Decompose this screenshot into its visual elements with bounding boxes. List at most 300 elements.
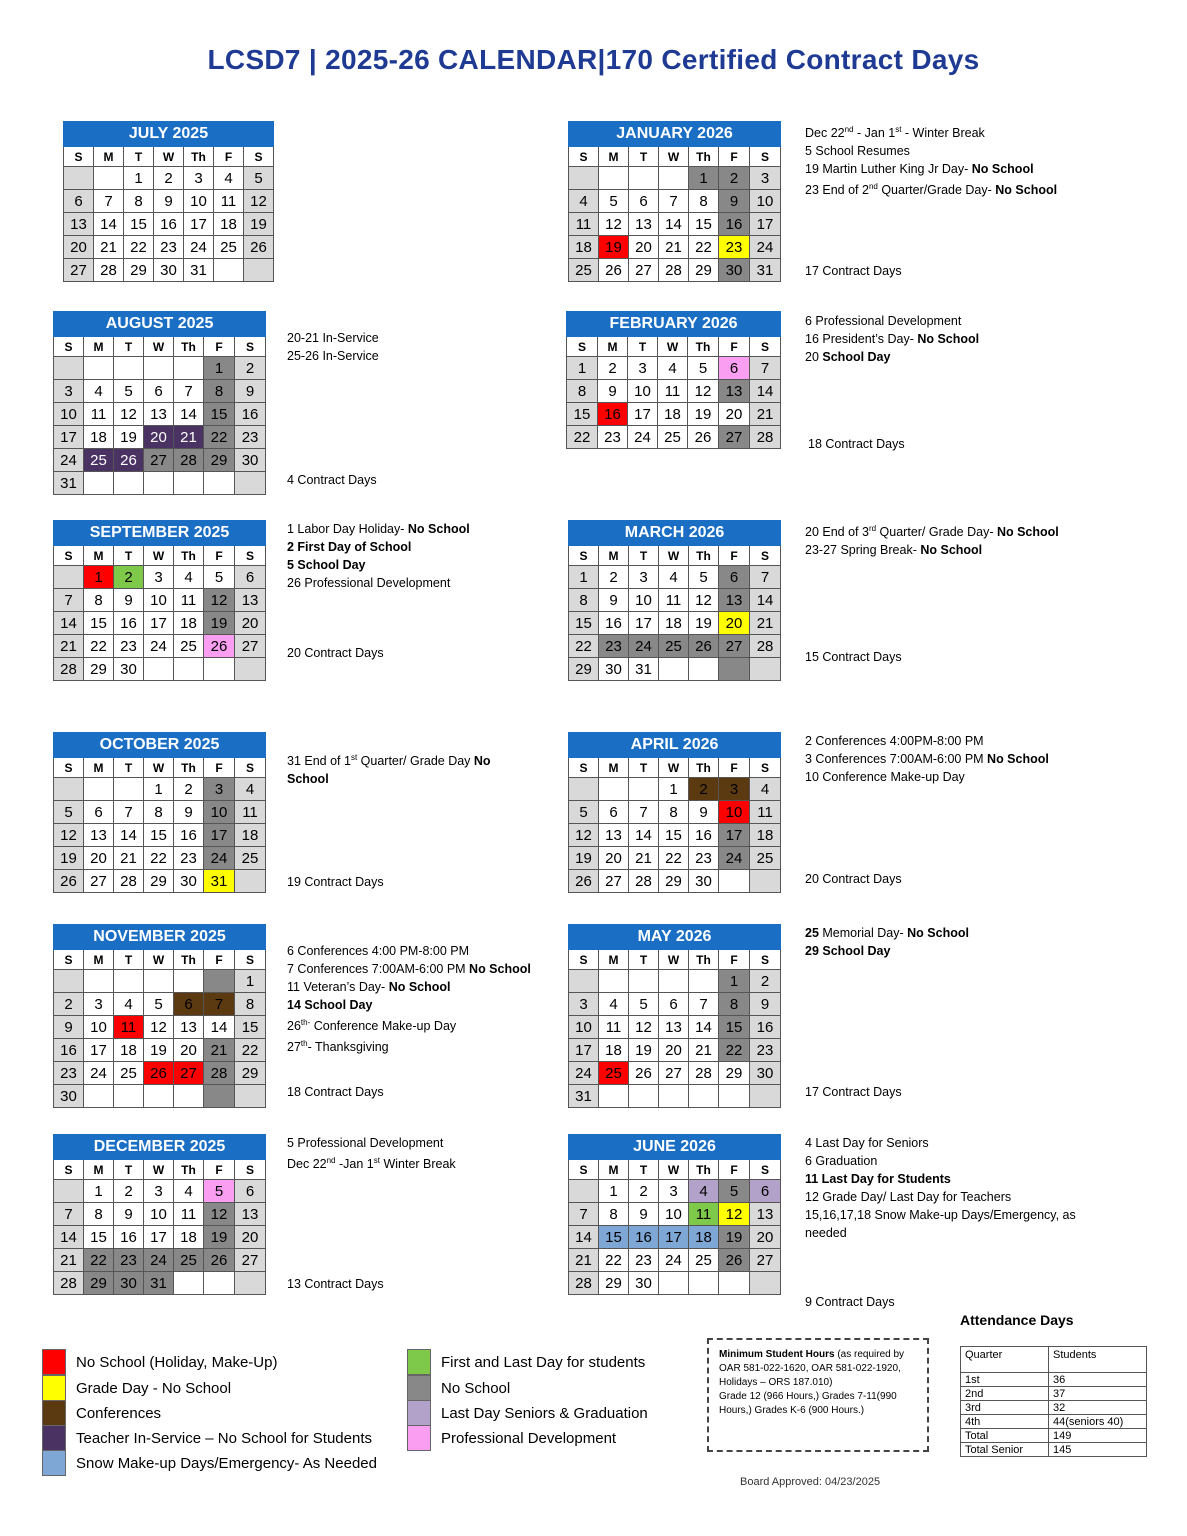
weekday-header: T xyxy=(629,147,659,167)
empty-day xyxy=(659,970,689,993)
month-notes xyxy=(287,329,379,365)
empty-day xyxy=(114,472,144,495)
day-cell: 25 xyxy=(114,1062,144,1085)
weekday-header: S xyxy=(244,147,274,167)
legend-swatch xyxy=(407,1349,431,1375)
day-cell: 9 xyxy=(114,589,144,612)
empty-day xyxy=(54,970,84,993)
weekday-header: F xyxy=(719,147,750,167)
day-cell: 13 xyxy=(719,380,750,403)
day-cell: 6 xyxy=(235,1180,266,1203)
day-cell: 26 xyxy=(689,635,719,658)
legend-swatch xyxy=(42,1450,66,1476)
day-cell: 1 xyxy=(567,357,598,380)
empty-day xyxy=(719,1085,750,1108)
note-line: 10 Conference Make-up Day xyxy=(805,770,965,784)
day-cell: 2 xyxy=(689,778,719,801)
day-cell: 22 xyxy=(567,426,598,449)
day-cell: 29 xyxy=(569,658,599,681)
day-cell: 6 xyxy=(599,801,629,824)
day-cell: 28 xyxy=(750,635,781,658)
day-cell: 11 xyxy=(569,213,599,236)
day-cell: 8 xyxy=(689,190,719,213)
attendance-cell: Total xyxy=(961,1429,1049,1443)
day-cell: 5 xyxy=(719,1180,750,1203)
weekday-header: F xyxy=(204,546,235,566)
day-cell: 6 xyxy=(174,993,204,1016)
calendar-september-2025 xyxy=(53,520,266,681)
day-cell: 18 xyxy=(114,1039,144,1062)
day-cell: 6 xyxy=(719,357,750,380)
day-cell: 7 xyxy=(750,566,781,589)
day-cell: 4 xyxy=(84,380,114,403)
day-cell: 16 xyxy=(689,824,719,847)
day-cell: 10 xyxy=(204,801,235,824)
weekday-header: F xyxy=(719,337,750,357)
day-cell: 12 xyxy=(204,1203,235,1226)
day-cell: 21 xyxy=(174,426,204,449)
note-line: 2 Conferences 4:00PM-8:00 PM xyxy=(805,734,984,748)
contract-days: 17 Contract Days xyxy=(805,1085,902,1099)
day-cell: 2 xyxy=(154,167,184,190)
weekday-header: M xyxy=(84,337,114,357)
day-cell: 25 xyxy=(599,1062,629,1085)
day-cell: 8 xyxy=(599,1203,629,1226)
month-notes xyxy=(805,924,969,960)
day-cell: 7 xyxy=(569,1203,599,1226)
day-cell: 17 xyxy=(84,1039,114,1062)
day-cell: 20 xyxy=(599,847,629,870)
day-cell: 21 xyxy=(94,236,124,259)
weekday-header: S xyxy=(54,758,84,778)
weekday-header: Th xyxy=(689,758,719,778)
weekday-header: T xyxy=(628,337,658,357)
attendance-row xyxy=(961,1415,1147,1429)
note-line: 15,16,17,18 Snow Make-up Days/Emergency, as xyxy=(805,1208,1076,1222)
day-cell: 10 xyxy=(144,1203,174,1226)
weekday-header: F xyxy=(719,758,750,778)
empty-day xyxy=(750,870,781,893)
day-cell: 20 xyxy=(235,612,266,635)
day-cell: 31 xyxy=(569,1085,599,1108)
contract-days: 15 Contract Days xyxy=(805,650,902,664)
legend-label: Last Day Seniors & Graduation xyxy=(441,1405,648,1422)
note-line: 16 President’s Day- No School xyxy=(805,332,980,346)
day-cell: 4 xyxy=(114,993,144,1016)
day-cell: 9 xyxy=(719,190,750,213)
weekday-header: F xyxy=(719,950,750,970)
day-cell: 7 xyxy=(54,589,84,612)
day-cell: 27 xyxy=(750,1249,781,1272)
day-cell: 17 xyxy=(204,824,235,847)
day-cell: 8 xyxy=(719,993,750,1016)
day-cell: 13 xyxy=(235,1203,266,1226)
note-line: 27th- Thanksgiving xyxy=(287,1039,389,1055)
empty-day xyxy=(659,1272,689,1295)
day-cell: 10 xyxy=(144,589,174,612)
day-cell: 3 xyxy=(144,566,174,589)
day-cell: 8 xyxy=(204,380,235,403)
day-cell: 25 xyxy=(174,635,204,658)
day-cell: 22 xyxy=(689,236,719,259)
day-cell: 18 xyxy=(689,1226,719,1249)
day-cell: 22 xyxy=(569,635,599,658)
day-cell: 2 xyxy=(114,566,144,589)
day-cell: 26 xyxy=(204,635,235,658)
day-cell: 23 xyxy=(54,1062,84,1085)
legend-swatch xyxy=(42,1349,66,1375)
empty-day xyxy=(174,658,204,681)
day-cell: 18 xyxy=(174,612,204,635)
day-cell: 24 xyxy=(144,1249,174,1272)
day-cell: 21 xyxy=(54,1249,84,1272)
day-cell: 19 xyxy=(569,847,599,870)
day-cell: 23 xyxy=(174,847,204,870)
day-cell: 10 xyxy=(719,801,750,824)
month-title: AUGUST 2025 xyxy=(54,312,266,337)
month-title: MARCH 2026 xyxy=(569,521,781,546)
day-cell: 18 xyxy=(599,1039,629,1062)
day-cell: 1 xyxy=(599,1180,629,1203)
month-title: JUNE 2026 xyxy=(569,1135,781,1160)
day-cell: 21 xyxy=(659,236,689,259)
day-cell: 9 xyxy=(54,1016,84,1039)
day-cell: 14 xyxy=(114,824,144,847)
empty-day xyxy=(599,1085,629,1108)
day-cell: 13 xyxy=(84,824,114,847)
weekday-header: S xyxy=(235,950,266,970)
day-cell: 14 xyxy=(54,612,84,635)
day-cell: 11 xyxy=(174,1203,204,1226)
day-cell: 5 xyxy=(629,993,659,1016)
day-cell: 17 xyxy=(569,1039,599,1062)
day-cell: 1 xyxy=(569,566,599,589)
legend-label: Teacher In-Service – No School for Students xyxy=(76,1430,372,1447)
day-cell: 29 xyxy=(719,1062,750,1085)
weekday-header: W xyxy=(144,337,174,357)
day-cell: 21 xyxy=(204,1039,235,1062)
day-cell: 14 xyxy=(204,1016,235,1039)
empty-day xyxy=(174,970,204,993)
day-cell: 24 xyxy=(719,847,750,870)
day-cell: 24 xyxy=(54,449,84,472)
day-cell: 20 xyxy=(84,847,114,870)
contract-days: 17 Contract Days xyxy=(805,264,902,278)
day-cell: 21 xyxy=(750,612,781,635)
day-cell: 27 xyxy=(719,635,750,658)
day-cell: 28 xyxy=(54,658,84,681)
day-cell: 6 xyxy=(84,801,114,824)
day-cell: 8 xyxy=(569,589,599,612)
contract-days: 4 Contract Days xyxy=(287,473,377,487)
weekday-header: W xyxy=(659,546,689,566)
day-cell: 5 xyxy=(569,801,599,824)
day-cell: 19 xyxy=(688,403,719,426)
weekday-header: S xyxy=(235,546,266,566)
day-cell: 3 xyxy=(184,167,214,190)
empty-day xyxy=(689,970,719,993)
day-cell: 29 xyxy=(124,259,154,282)
note-line: $26^{th-}$ Conference Make-up Day xyxy=(287,1018,457,1034)
weekday-header: S xyxy=(54,546,84,566)
weekday-header: W xyxy=(144,758,174,778)
legend-swatch xyxy=(42,1400,66,1426)
day-cell: 12 xyxy=(244,190,274,213)
weekday-header: W xyxy=(144,1160,174,1180)
day-cell: 2 xyxy=(599,566,629,589)
day-cell: 21 xyxy=(629,847,659,870)
day-cell: 14 xyxy=(659,213,689,236)
note-line: 23 End of 2nd Quarter/Grade Day- No School xyxy=(805,182,1058,198)
weekday-header: T xyxy=(629,546,659,566)
day-cell: 15 xyxy=(719,1016,750,1039)
day-cell: 24 xyxy=(144,635,174,658)
day-cell: 5 xyxy=(114,380,144,403)
empty-day xyxy=(144,472,174,495)
calendar-december-2025 xyxy=(53,1134,266,1295)
attendance-cell: 44(seniors 40) xyxy=(1049,1415,1147,1429)
day-cell: 24 xyxy=(84,1062,114,1085)
weekday-header: W xyxy=(659,1160,689,1180)
day-cell: 26 xyxy=(54,870,84,893)
day-cell: 16 xyxy=(235,403,266,426)
day-cell: 17 xyxy=(184,213,214,236)
day-cell: 14 xyxy=(629,824,659,847)
legend-label: Conferences xyxy=(76,1405,162,1422)
day-cell: 10 xyxy=(629,589,659,612)
empty-day xyxy=(750,1085,781,1108)
calendar-april-2026 xyxy=(568,732,781,893)
day-cell: 1 xyxy=(689,167,719,190)
day-cell: 29 xyxy=(659,870,689,893)
weekday-header: F xyxy=(214,147,244,167)
day-cell: 14 xyxy=(54,1226,84,1249)
empty-day xyxy=(54,357,84,380)
day-cell: 11 xyxy=(214,190,244,213)
day-cell: 4 xyxy=(658,357,688,380)
month-notes xyxy=(287,1134,456,1173)
day-cell: 13 xyxy=(750,1203,781,1226)
empty-day xyxy=(144,970,174,993)
day-cell: 15 xyxy=(144,824,174,847)
day-cell: 30 xyxy=(719,259,750,282)
day-cell: 3 xyxy=(719,778,750,801)
day-cell: 28 xyxy=(94,259,124,282)
day-cell: 28 xyxy=(114,870,144,893)
day-cell: 10 xyxy=(184,190,214,213)
weekday-header: M xyxy=(94,147,124,167)
day-cell: 26 xyxy=(244,236,274,259)
day-cell: 31 xyxy=(144,1272,174,1295)
weekday-header: W xyxy=(154,147,184,167)
day-cell: 17 xyxy=(719,824,750,847)
day-cell: 12 xyxy=(114,403,144,426)
weekday-header: T xyxy=(124,147,154,167)
day-cell: 2 xyxy=(114,1180,144,1203)
day-cell: 3 xyxy=(84,993,114,1016)
day-cell: 30 xyxy=(114,658,144,681)
note-line: 5 School Resumes xyxy=(805,144,910,159)
day-cell: 22 xyxy=(659,847,689,870)
day-cell: 22 xyxy=(235,1039,266,1062)
empty-day xyxy=(689,1272,719,1295)
empty-day xyxy=(174,1272,204,1295)
legend-label: No School (Holiday, Make-Up) xyxy=(76,1354,278,1371)
day-cell: 23 xyxy=(599,635,629,658)
day-cell: 12 xyxy=(569,824,599,847)
day-cell: 7 xyxy=(204,993,235,1016)
empty-day xyxy=(54,566,84,589)
empty-day xyxy=(629,1085,659,1108)
minimum-hours-grades: Grade 12 (966 Hours,) Grades 7-11(990 Hours,) Grades K-6 (900 Hours.) xyxy=(719,1391,897,1416)
weekday-header: T xyxy=(114,1160,144,1180)
month-notes xyxy=(287,942,531,1056)
note-line: 5 Professional Development xyxy=(287,1136,444,1150)
day-cell: 7 xyxy=(689,993,719,1016)
day-cell: 26 xyxy=(629,1062,659,1085)
note-line: 19 Martin Luther King Jr Day- No School xyxy=(805,162,1034,177)
empty-day xyxy=(114,1085,144,1108)
day-cell: 26 xyxy=(688,426,719,449)
day-cell: 15 xyxy=(599,1226,629,1249)
day-cell: 13 xyxy=(235,589,266,612)
legend-swatch xyxy=(407,1375,431,1401)
day-cell: 9 xyxy=(114,1203,144,1226)
day-cell: 29 xyxy=(144,870,174,893)
attendance-row xyxy=(961,1429,1147,1443)
day-cell: 16 xyxy=(114,612,144,635)
day-cell: 30 xyxy=(750,1062,781,1085)
day-cell: 28 xyxy=(174,449,204,472)
minimum-hours-text: Minimum Student Hours (as required by OAR 581-022-1620, OAR 581-022-1920, Holidays – ORS 187.010) xyxy=(719,1349,905,1388)
day-cell: 25 xyxy=(658,426,688,449)
weekday-header: Th xyxy=(689,147,719,167)
day-cell: 20 xyxy=(235,1226,266,1249)
day-cell: 19 xyxy=(204,1226,235,1249)
day-cell: 2 xyxy=(598,357,628,380)
calendar-january-2026 xyxy=(568,121,781,282)
note-line: 26 Professional Development xyxy=(287,576,451,590)
day-cell: 19 xyxy=(204,612,235,635)
month-notes xyxy=(287,749,491,788)
day-cell: 13 xyxy=(659,1016,689,1039)
weekday-header: Th xyxy=(689,1160,719,1180)
day-cell: 22 xyxy=(204,426,235,449)
day-cell: 14 xyxy=(174,403,204,426)
day-cell: 15 xyxy=(204,403,235,426)
day-cell: 13 xyxy=(629,213,659,236)
day-cell: 23 xyxy=(629,1249,659,1272)
note-line: 20-21 In-Service xyxy=(287,331,379,345)
note-line: Dec 22nd -Jan 1st Winter Break xyxy=(287,1156,456,1172)
day-cell: 13 xyxy=(719,589,750,612)
day-cell: 14 xyxy=(750,589,781,612)
weekday-header: S xyxy=(750,147,781,167)
day-cell: 11 xyxy=(235,801,266,824)
day-cell: 29 xyxy=(84,658,114,681)
empty-day xyxy=(235,472,266,495)
day-cell: 16 xyxy=(114,1226,144,1249)
day-cell: 27 xyxy=(174,1062,204,1085)
weekday-header: S xyxy=(567,337,598,357)
legend-label: Professional Development xyxy=(441,1430,617,1447)
day-cell: 6 xyxy=(719,566,750,589)
day-cell: 27 xyxy=(599,870,629,893)
day-cell: 27 xyxy=(144,449,174,472)
day-cell: 10 xyxy=(569,1016,599,1039)
day-cell: 15 xyxy=(124,213,154,236)
day-cell: 21 xyxy=(750,403,781,426)
day-cell: 23 xyxy=(154,236,184,259)
day-cell: 17 xyxy=(144,612,174,635)
month-title: JANUARY 2026 xyxy=(569,122,781,147)
day-cell: 5 xyxy=(599,190,629,213)
empty-day xyxy=(84,970,114,993)
note-line: 25 Memorial Day- No School xyxy=(805,926,969,940)
empty-day xyxy=(204,658,235,681)
day-cell: 11 xyxy=(689,1203,719,1226)
day-cell: 10 xyxy=(659,1203,689,1226)
day-cell: 8 xyxy=(659,801,689,824)
day-cell: 10 xyxy=(628,380,658,403)
day-cell: 4 xyxy=(689,1180,719,1203)
empty-day xyxy=(84,472,114,495)
contract-days: 9 Contract Days xyxy=(805,1295,895,1309)
note-line: needed xyxy=(805,1226,847,1240)
weekday-header: S xyxy=(569,1160,599,1180)
day-cell: 5 xyxy=(689,566,719,589)
day-cell: 21 xyxy=(114,847,144,870)
day-cell: 6 xyxy=(659,993,689,1016)
day-cell: 12 xyxy=(719,1203,750,1226)
day-cell: 19 xyxy=(144,1039,174,1062)
day-cell: 16 xyxy=(599,612,629,635)
day-cell: 4 xyxy=(235,778,266,801)
day-cell: 14 xyxy=(689,1016,719,1039)
day-cell: 4 xyxy=(174,566,204,589)
empty-day xyxy=(689,1085,719,1108)
attendance-cell: 3rd xyxy=(961,1401,1049,1415)
attendance-cell: 36 xyxy=(1049,1373,1147,1387)
day-cell: 2 xyxy=(750,970,781,993)
empty-day xyxy=(689,658,719,681)
day-cell: 22 xyxy=(144,847,174,870)
day-cell: 11 xyxy=(750,801,781,824)
attendance-header: Students xyxy=(1049,1347,1147,1373)
day-cell: 20 xyxy=(64,236,94,259)
day-cell: 22 xyxy=(124,236,154,259)
attendance-row xyxy=(961,1373,1147,1387)
day-cell: 16 xyxy=(598,403,628,426)
attendance-cell: 1st xyxy=(961,1373,1049,1387)
calendar-june-2026 xyxy=(568,1134,781,1295)
day-cell: 9 xyxy=(154,190,184,213)
weekday-header: M xyxy=(599,147,629,167)
weekday-header: Th xyxy=(174,546,204,566)
day-cell: 6 xyxy=(144,380,174,403)
empty-day xyxy=(144,1085,174,1108)
weekday-header: S xyxy=(235,1160,266,1180)
legend-swatch xyxy=(407,1400,431,1426)
weekday-header: S xyxy=(750,546,781,566)
day-cell: 25 xyxy=(569,259,599,282)
note-line: 7 Conferences 7:00AM-6:00 PM No School xyxy=(287,962,531,976)
empty-day xyxy=(144,658,174,681)
weekday-header: S xyxy=(235,337,266,357)
day-cell: 11 xyxy=(658,380,688,403)
day-cell: 19 xyxy=(689,612,719,635)
weekday-header: S xyxy=(750,1160,781,1180)
